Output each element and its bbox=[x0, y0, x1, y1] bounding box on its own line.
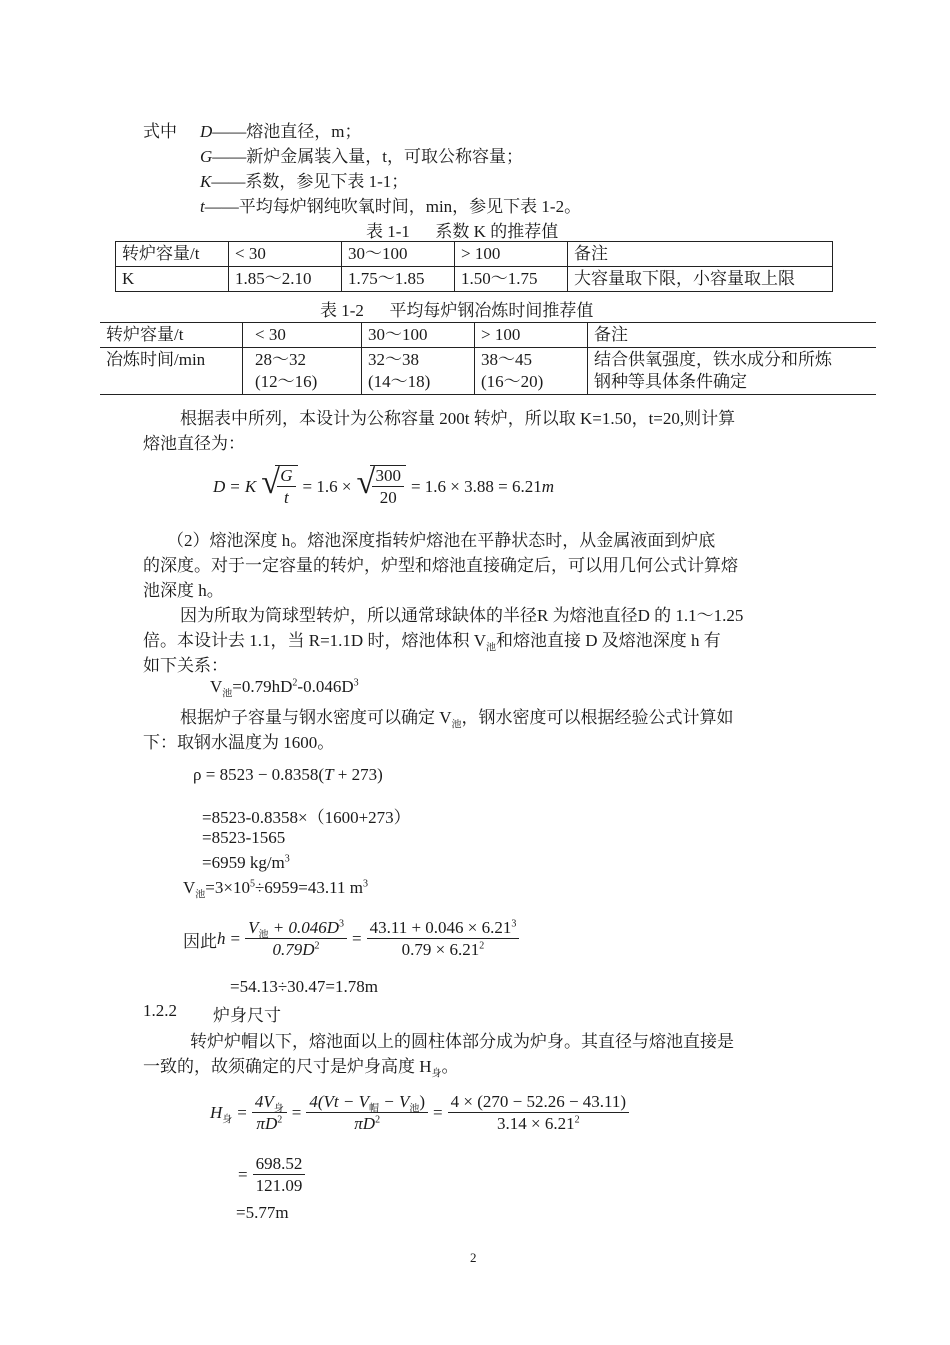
def-G: G——新炉金属装入量，t，可取公称容量； bbox=[200, 147, 524, 166]
rho-formula: ρ = 8523 − 0.8358(T + 273) bbox=[193, 765, 383, 784]
table-cell: < 30 bbox=[229, 242, 342, 267]
table-cell: 1.50～1.75 bbox=[455, 267, 568, 292]
frac-den: 20 bbox=[379, 488, 397, 507]
eq-symbol: h bbox=[217, 929, 226, 948]
section-number: 1.2.2 bbox=[143, 1001, 177, 1020]
table-cell bbox=[243, 348, 362, 395]
rho-line-4: =6959 $kg/m^3$ bbox=[202, 853, 290, 872]
radical-sign: √ bbox=[261, 464, 280, 501]
table-cell: 冶炼时间/min bbox=[100, 348, 243, 395]
table-cell: 转炉容量/t bbox=[100, 323, 243, 348]
rho-line-2: =8523-0.8358×（1600+273） bbox=[202, 808, 411, 827]
frac-num: 300 bbox=[372, 466, 404, 487]
cell-line: (14～18) bbox=[368, 372, 431, 391]
para-1-line-1: 根据表中所列，本设计为公称容量 200t 转炉，所以取 K=1.50，t=20,则计算 bbox=[180, 409, 736, 428]
eq-operator: = bbox=[351, 929, 362, 948]
page-number: 2 bbox=[470, 1250, 477, 1265]
eq-symbol: H bbox=[210, 1103, 223, 1122]
para-4-line-1: 根据炉子容量与钢水密度可以确定 $V_池$，钢水密度可以根据经验公式计算如 bbox=[180, 708, 734, 731]
eq-operator: = bbox=[238, 1165, 248, 1184]
equation-volume: $V_池=0.79hD^2-0.046D^3$ bbox=[210, 677, 359, 700]
table-1-2 bbox=[100, 322, 876, 395]
eq-unit: m bbox=[541, 477, 554, 496]
para-3-line-3: 如下关系： bbox=[143, 656, 228, 675]
equation-diameter bbox=[213, 465, 554, 509]
para-2-line-3: 池深度 h。 bbox=[143, 581, 224, 600]
sqrt-g-over-t bbox=[261, 465, 297, 509]
eq-symbol: D bbox=[213, 477, 226, 496]
table-cell: < 30 bbox=[243, 323, 362, 348]
table-cell: > 100 bbox=[475, 323, 588, 348]
fraction: $\frac{4(Vt - V_帽 - V_池)}{\pi D^2}$ bbox=[306, 1092, 428, 1135]
cell-line: (16～20) bbox=[481, 372, 544, 391]
para-3-line-1: 因为所取为筒球型转炉，所以通常球缺体的半径R 为熔池直径D 的 1.1～1.25 bbox=[180, 606, 744, 625]
frac-den: t bbox=[283, 488, 289, 507]
para-3-line-2: 倍。本设计去 1.1，当 R=1.1D 时，熔池体积 $V_池$和熔池直接 D 及熔池深度 h 有 bbox=[143, 631, 721, 654]
para-5-line-2: 一致的，故须确定的尺寸是炉身高度 $H_身$。 bbox=[143, 1057, 459, 1080]
fraction: $\frac{698.52}{121.09}$ bbox=[253, 1154, 306, 1197]
para-1-line-2: 熔池直径为： bbox=[143, 434, 245, 453]
cell-line: (12～16) bbox=[255, 372, 318, 391]
cell-line: 38～45 bbox=[481, 350, 532, 369]
def-t: t——平均每炉钢纯吹氧时间，min，参见下表 1-2。 bbox=[200, 197, 582, 216]
cell-line: 32～38 bbox=[368, 350, 419, 369]
eq-operator: = bbox=[237, 1103, 247, 1122]
frac-num: G bbox=[277, 466, 295, 487]
table-row bbox=[100, 323, 876, 348]
equation-body-height-step bbox=[238, 1150, 305, 1200]
eq-operator: = bbox=[230, 477, 240, 496]
table-cell: 大容量取下限，小容量取上限 bbox=[568, 267, 833, 292]
para-2-line-2: 的深度。对于一定容量的转炉，炉型和熔池直接确定后，可以用几何公式计算熔 bbox=[143, 556, 738, 575]
vpool-line: $V_池=3\times 10^5\div 6959=43.11$ $m^3$ bbox=[183, 878, 368, 901]
cell-line: 28～32 bbox=[255, 350, 306, 369]
table-1-1 bbox=[115, 241, 833, 292]
sqrt-300-over-20 bbox=[356, 465, 406, 509]
eq-operator: = bbox=[230, 929, 241, 948]
table-cell: 备注 bbox=[588, 323, 877, 348]
fraction: $\frac{43.11 + 0.046 \times 6.21^3}{0.79 \times 6.21^2}$ bbox=[367, 918, 520, 961]
def-D: D——熔池直径，m； bbox=[200, 122, 362, 141]
eq-text: = 1.6 × bbox=[302, 477, 352, 496]
table-cell: 1.85～2.10 bbox=[229, 267, 342, 292]
fraction: $\frac{V_池 + 0.046D^3}{0.79D^2}$ bbox=[245, 918, 347, 961]
table-cell: > 100 bbox=[455, 242, 568, 267]
table-cell: 30～100 bbox=[362, 323, 475, 348]
table-cell: 备注 bbox=[568, 242, 833, 267]
table1-caption: 表 1-1 系数 K 的推荐值 bbox=[366, 222, 559, 241]
body-height-result: =5.77m bbox=[236, 1203, 289, 1222]
eq-operator: = bbox=[291, 1103, 302, 1122]
table-row bbox=[116, 267, 833, 292]
table-cell: 30～100 bbox=[342, 242, 455, 267]
eq-operator: = bbox=[433, 1103, 443, 1122]
equation-body-height: $H_身$ = $\frac{4V_身}{\pi D^2}$ = $\frac{4(Vt - V_帽 - V_池)}{\pi D^2}$ = $\frac{4 \times (270 - 52.26 - 43.11)}{3.14 \times 6.21^2}$ bbox=[210, 1088, 629, 1138]
equation-depth bbox=[183, 915, 519, 963]
para-2-line-1: （2）熔池深度 h。熔池深度指转炉熔池在平静状态时，从金属液面到炉底 bbox=[167, 531, 716, 550]
table-row bbox=[100, 348, 876, 395]
table-cell bbox=[588, 348, 877, 395]
eq-symbol: K bbox=[244, 477, 257, 496]
fraction: $\frac{4V_身}{\pi D^2}$ bbox=[252, 1092, 287, 1135]
para-5-line-1: 转炉炉帽以下，熔池面以上的圆柱体部分成为炉身。其直径与熔池直接是 bbox=[190, 1032, 734, 1051]
defs-prefix: 式中 bbox=[143, 122, 177, 141]
table2-caption: 表 1-2 平均每炉钢冶炼时间推荐值 bbox=[320, 301, 594, 320]
fraction: $\frac{4 \times (270 - 52.26 - 43.11)}{3.14 \times 6.21^2}$ bbox=[448, 1092, 629, 1135]
table-cell bbox=[475, 348, 588, 395]
cell-line: 结合供氧强度，铁水成分和所炼 bbox=[594, 350, 832, 369]
cell-line: 钢种等具体条件确定 bbox=[594, 372, 747, 391]
table-cell: K bbox=[116, 267, 229, 292]
radical-sign: √ bbox=[356, 464, 376, 501]
para-4-line-2: 下：取钢水温度为 1600。 bbox=[143, 733, 335, 752]
def-K: K——系数，参见下表 1-1； bbox=[200, 172, 409, 191]
section-title: 炉身尺寸 bbox=[213, 1006, 281, 1025]
table-cell bbox=[362, 348, 475, 395]
table-row bbox=[116, 242, 833, 267]
rho-line-3: =8523-1565 bbox=[202, 828, 286, 847]
eq-text: = 1.6 × 3.88 = 6.21 bbox=[410, 477, 542, 496]
table-cell: 转炉容量/t bbox=[116, 242, 229, 267]
depth-result: =54.13÷30.47=1.78m bbox=[230, 977, 378, 996]
table-cell: 1.75～1.85 bbox=[342, 267, 455, 292]
eq-text: 因此 bbox=[183, 931, 217, 951]
